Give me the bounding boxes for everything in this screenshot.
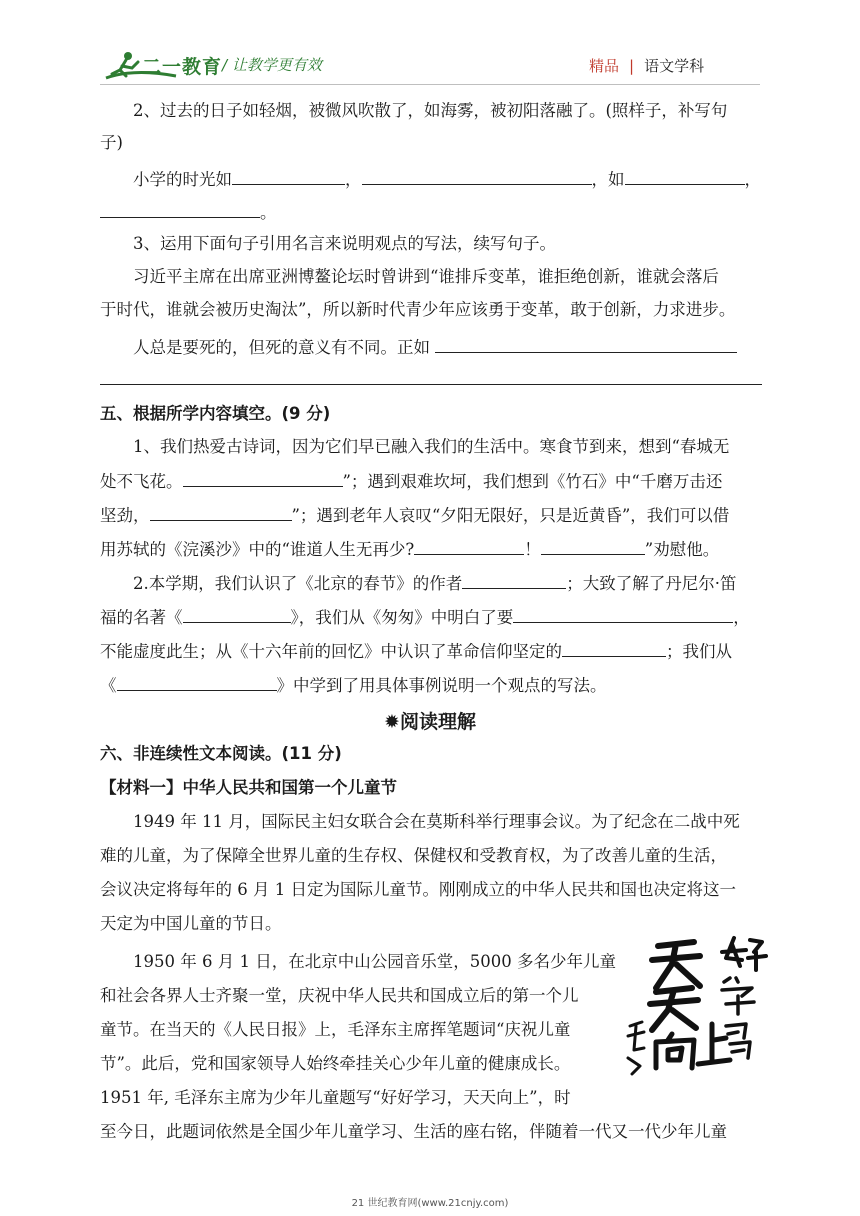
- blank[interactable]: [232, 166, 345, 185]
- q5-item1-line2: 处不飞花。 ”；遇到艰难坎坷，我们想到《竹石》中“千磨万击还: [100, 468, 762, 492]
- page-footer: 21 世纪教育网(www.21cnjy.com): [351, 1198, 509, 1209]
- blank[interactable]: [414, 536, 524, 555]
- blank[interactable]: [541, 536, 645, 555]
- blank[interactable]: [150, 502, 292, 521]
- q5-item2-line1: 2.本学期，我们认识了《北京的春节》的作者 ；大致了解了丹尼尔·笛: [133, 570, 762, 594]
- q6-p1-line3: 会议决定将每年的 6 月 1 日定为国际儿童节。刚刚成立的中华人民共和国也决定将这一: [100, 880, 736, 899]
- header-label-subject: 语文学科: [644, 57, 705, 75]
- q6-title: 六、非连续性文本阅读。(11 分): [100, 744, 342, 763]
- q5-item2-line4: 《 》中学到了用具体事例说明一个观点的写法。: [100, 672, 762, 696]
- q5-item2-line3: 不能虚度此生；从《十六年前的回忆》中认识了革命信仰坚定的 ；我们从: [100, 638, 762, 662]
- q5-item1-line4: 用苏轼的《浣溪沙》中的“谁道人生无再少? ！ ”劝慰他。: [100, 536, 762, 560]
- calligraphy-image: [622, 930, 772, 1080]
- blank[interactable]: [117, 672, 277, 691]
- q4-item3-title: 3、运用下面句子引用名言来说明观点的写法，续写句子。: [133, 234, 556, 253]
- page-header: [0, 0, 860, 90]
- answer-line[interactable]: [100, 384, 762, 385]
- q4-item2-fill-line2: 。: [100, 199, 762, 223]
- q4-item2-fill-line: 小学的时光如 ， ，如 ，: [133, 166, 762, 190]
- blank[interactable]: [362, 166, 592, 185]
- brand-slogan: / 让教学更有效: [222, 56, 322, 74]
- blank[interactable]: [462, 570, 566, 589]
- header-subject: 精品 | 语文学科: [589, 57, 705, 75]
- q6-p2-line2: 和社会各界人士齐聚一堂，庆祝中华人民共和国成立后的第一个儿: [100, 986, 579, 1005]
- q6-p2-line4: 节”。此后，党和国家领导人始终牵挂关心少年儿童的健康成长。: [100, 1054, 571, 1073]
- q4-item2-line1: 2、过去的日子如轻烟，被微风吹散了，如海雾，被初阳落融了。(照样子，补写句: [133, 101, 728, 120]
- q6-p2-line3: 童节。在当天的《人民日报》上，毛泽东主席挥笔题词“庆祝儿童: [100, 1020, 571, 1039]
- q6-material-title: 【材料一】中华人民共和国第一个儿童节: [100, 778, 397, 797]
- blank[interactable]: [100, 199, 260, 218]
- q6-p1-line2: 难的儿童，为了保障全世界儿童的生存权、保健权和受教育权，为了改善儿童的生活，: [100, 846, 727, 865]
- blank[interactable]: [625, 166, 745, 185]
- header-label-premium: 精品: [589, 57, 620, 75]
- blank[interactable]: [513, 604, 733, 623]
- q6-p2-line5: 1951 年, 毛泽东主席为少年儿童题写“好好学习，天天向上”，时: [100, 1088, 571, 1107]
- q6-p1-line1: 1949 年 11 月，国际民主妇女联合会在莫斯科举行理事会议。为了纪念在二战中死: [133, 812, 740, 831]
- q5-title: 五、根据所学内容填空。(9 分): [100, 404, 331, 423]
- blank[interactable]: [435, 334, 737, 353]
- q4-item3-line1: 习近平主席在出席亚洲博鳌论坛时曾讲到“谁排斥变革，谁拒绝创新，谁就会落后: [133, 267, 719, 286]
- q4-item3-line2: 于时代，谁就会被历史淘汰”，所以新时代青少年应该勇于变革，敢于创新，力求进步。: [100, 300, 736, 319]
- header-divider: [100, 84, 760, 85]
- section-title: ✹阅读理解: [384, 711, 476, 733]
- q6-p2-line6: 至今日，此题词依然是全国少年儿童学习、生活的座右铭，伴随着一代又一代少年儿童: [100, 1122, 727, 1141]
- blank[interactable]: [562, 638, 666, 657]
- blank[interactable]: [183, 604, 291, 623]
- q5-item2-line2: 福的名著《 》，我们从《匆匆》中明白了要 ，: [100, 604, 762, 628]
- brand-name: 二一教育: [142, 56, 223, 78]
- q4-item2-line2: 子): [100, 133, 123, 152]
- q6-p1-line4: 天定为中国儿童的节日。: [100, 914, 282, 933]
- q5-item1-line3: 坚劲， ”；遇到老年人哀叹“夕阳无限好，只是近黄昏”，我们可以借: [100, 502, 762, 526]
- blank[interactable]: [183, 468, 343, 487]
- q4-item3-prompt-line: 人总是要死的，但死的意义有不同。正如: [133, 334, 762, 358]
- q6-p2-line1: 1950 年 6 月 1 日，在北京中山公园音乐堂，5000 多名少年儿童: [133, 952, 616, 971]
- q5-item1-line1: 1、我们热爱古诗词，因为它们早已融入我们的生活中。寒食节到来，想到“春城无: [133, 437, 730, 456]
